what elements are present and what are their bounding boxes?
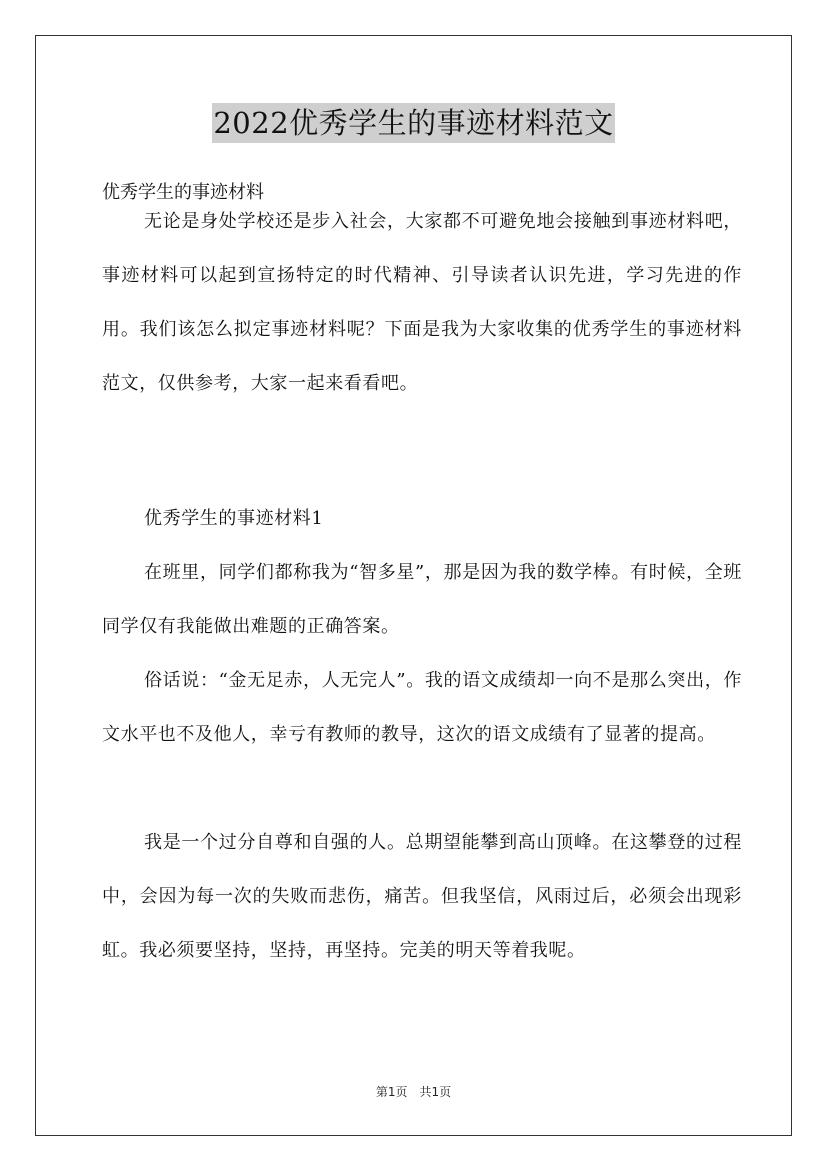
page-footer bbox=[0, 1083, 827, 1100]
intro-paragraph: 无论是身处学校还是步入社会，大家都不可避免地会接触到事迹材料吧，事迹材料可以起到宣扬特定的时代精神、引导读者认识先进，学习先进的作用。我们该怎么拟定事迹材料呢？下面是我为大家收集的优秀学生的事迹材料范文，仅供参考，大家一起来看看吧。 bbox=[102, 211, 742, 394]
paragraph-math: 在班里，同学们都称我为“智多星”，那是因为我的数学棒。有时候，全班同学仅有我能做出难题的正确答案。 bbox=[102, 562, 742, 637]
section-heading-1: 优秀学生的事迹材料1 bbox=[144, 508, 324, 529]
document-title: 2022优秀学生的事迹材料范文 bbox=[212, 103, 614, 143]
document-subtitle: 优秀学生的事迹材料 bbox=[102, 182, 264, 203]
page-number: 第1页 bbox=[375, 1085, 408, 1099]
title-container bbox=[0, 103, 827, 143]
paragraph-chinese: 俗话说：“金无足赤，人无完人”。我的语文成绩却一向不是那么突出，作文水平也不及他人，幸亏有教师的教导，这次的语文成绩有了显著的提高。 bbox=[102, 670, 742, 745]
paragraph-perseverance: 我是一个过分自尊和自强的人。总期望能攀到高山顶峰。在这攀登的过程中，会因为每一次的失败而悲伤，痛苦。但我坚信，风雨过后，必须会出现彩虹。我必须要坚持，坚持，再坚持。完美的明天等着我呢。 bbox=[102, 832, 742, 961]
page-total: 共1页 bbox=[419, 1085, 452, 1099]
